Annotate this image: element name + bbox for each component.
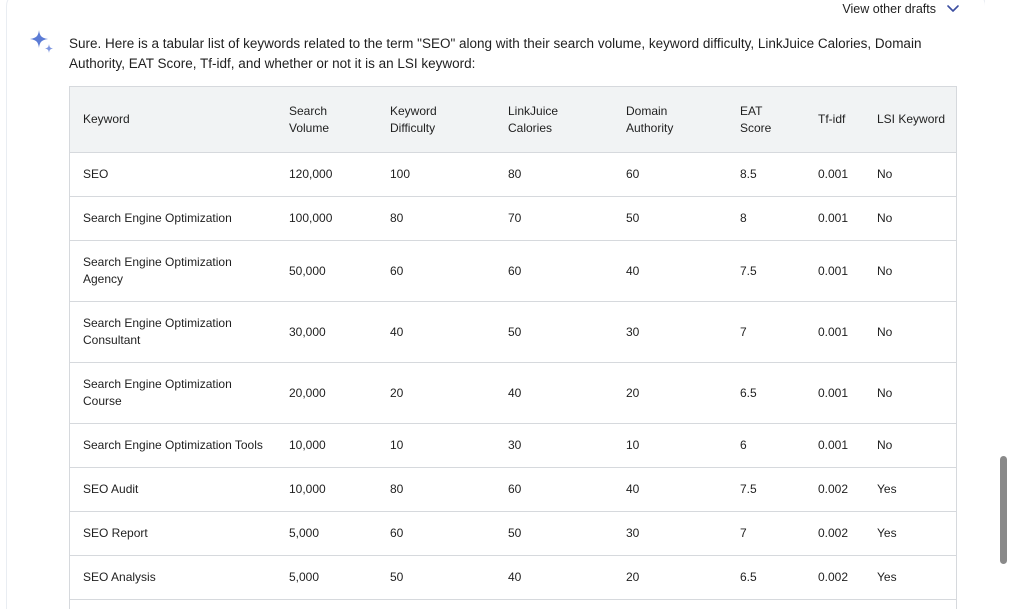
- cell-keyword: Search Engine Optimization Consultant: [70, 302, 276, 363]
- keyword-table: [70, 87, 956, 609]
- view-other-drafts-label: View other drafts: [842, 2, 936, 16]
- header-lsi-keyword: LSI Keyword: [864, 87, 956, 153]
- table-row: [70, 153, 956, 197]
- cell-keyword-difficulty: 10: [377, 424, 495, 468]
- cell-lsi-keyword: No: [864, 363, 956, 424]
- cell-keyword: Search Engine Optimization Course: [70, 363, 276, 424]
- cell-eat-score: 8: [727, 197, 805, 241]
- cell-keyword: SEO: [70, 153, 276, 197]
- table-row: [70, 197, 956, 241]
- cell-eat-score: 7.5: [727, 468, 805, 512]
- cell-lsi-keyword: Yes: [864, 512, 956, 556]
- cell-eat-score: 7: [727, 512, 805, 556]
- cell-tf-idf: 0.002: [805, 512, 864, 556]
- cell-keyword-difficulty: 60: [377, 241, 495, 302]
- table-row: [70, 512, 956, 556]
- cell-linkjuice-calories: 40: [495, 556, 613, 600]
- cell-keyword-difficulty: 100: [377, 153, 495, 197]
- table-row: [70, 424, 956, 468]
- cell-domain-authority: 20: [613, 363, 727, 424]
- header-eat-score: EAT Score: [727, 87, 805, 153]
- cell-keyword-difficulty: 60: [377, 512, 495, 556]
- cell-keyword: Search Engine Optimization Tools: [70, 424, 276, 468]
- cell-keyword-difficulty: 20: [377, 363, 495, 424]
- cell-search-volume: 5,000: [276, 512, 377, 556]
- cell-keyword-difficulty: 40: [377, 302, 495, 363]
- cell-keyword: SEO Report: [70, 512, 276, 556]
- cell-lsi-keyword: No: [864, 241, 956, 302]
- cell-keyword-difficulty: 80: [377, 468, 495, 512]
- cell-tf-idf: 0.001: [805, 153, 864, 197]
- cell-eat-score: 7: [727, 302, 805, 363]
- cell-tf-idf: 0.001: [805, 197, 864, 241]
- cell-linkjuice-calories: 50: [495, 302, 613, 363]
- cell-search-volume: 100,000: [276, 197, 377, 241]
- cell-search-volume: 30,000: [276, 302, 377, 363]
- response-intro-text: Sure. Here is a tabular list of keywords related to the term "SEO" along with their search volume, keyword difficulty, LinkJuice Calories, Domain Authority, EAT Score, Tf-idf, and whether or not it is an LSI keyword:: [69, 36, 922, 71]
- cell-search-volume: 10,000: [276, 424, 377, 468]
- cell-tf-idf: 0.001: [805, 241, 864, 302]
- cell-linkjuice-calories: 30: [495, 424, 613, 468]
- cell-tf-idf: 0.001: [805, 424, 864, 468]
- header-keyword-difficulty: Keyword Difficulty: [377, 87, 495, 153]
- cell-eat-score: 6.5: [727, 363, 805, 424]
- cell-linkjuice-calories: 60: [495, 241, 613, 302]
- cell-domain-authority: 20: [613, 556, 727, 600]
- cell-search-volume: 50,000: [276, 241, 377, 302]
- cell-lsi-keyword: No: [864, 302, 956, 363]
- header-domain-authority: Domain Authority: [613, 87, 727, 153]
- cell-lsi-keyword: No: [864, 424, 956, 468]
- cell-domain-authority: 50: [613, 197, 727, 241]
- cell-keyword-difficulty: 50: [377, 556, 495, 600]
- cell-search-volume: 20,000: [276, 363, 377, 424]
- cell-keyword-difficulty: 80: [377, 197, 495, 241]
- cell-search-volume: 10,000: [276, 468, 377, 512]
- cell-search-volume: 5,000: [276, 556, 377, 600]
- cell-keyword: SEO Analysis: [70, 556, 276, 600]
- cell-domain-authority: 10: [613, 424, 727, 468]
- cell-linkjuice-calories: 50: [495, 512, 613, 556]
- header-linkjuice-calories: LinkJuice Calories: [495, 87, 613, 153]
- cell-domain-authority: 30: [613, 512, 727, 556]
- header-tf-idf: Tf-idf: [805, 87, 864, 153]
- table-row: [70, 468, 956, 512]
- chevron-down-icon: [946, 4, 960, 14]
- cell-domain-authority: 60: [613, 153, 727, 197]
- header-keyword: Keyword: [70, 87, 276, 153]
- cell-tf-idf: 0.001: [805, 302, 864, 363]
- cell-domain-authority: 40: [613, 468, 727, 512]
- table-row: [70, 302, 956, 363]
- cell-eat-score: 6: [727, 424, 805, 468]
- cell-linkjuice-calories: 70: [495, 197, 613, 241]
- header-search-volume: Search Volume: [276, 87, 377, 153]
- cell-tf-idf: 0.002: [805, 556, 864, 600]
- cell-tf-idf: 0.002: [805, 468, 864, 512]
- cell-lsi-keyword: No: [864, 197, 956, 241]
- cell-keyword: Search Engine Optimization Agency: [70, 241, 276, 302]
- cell-linkjuice-calories: 60: [495, 468, 613, 512]
- cell-linkjuice-calories: 40: [495, 363, 613, 424]
- keyword-table-container: [69, 86, 957, 609]
- table-header-row: [70, 87, 956, 153]
- cell-domain-authority: 40: [613, 241, 727, 302]
- cell-linkjuice-calories: 80: [495, 153, 613, 197]
- cell-keyword: SEO Audit: [70, 468, 276, 512]
- cell-lsi-keyword: Yes: [864, 468, 956, 512]
- table-row: [70, 241, 956, 302]
- cell-lsi-keyword: No: [864, 153, 956, 197]
- cell-search-volume: 120,000: [276, 153, 377, 197]
- scrollbar-thumb[interactable]: [1000, 456, 1007, 564]
- cell-eat-score: 8.5: [727, 153, 805, 197]
- gemini-sparkle-icon: [28, 28, 56, 56]
- cell-lsi-keyword: Yes: [864, 556, 956, 600]
- table-row: [70, 363, 956, 424]
- cell-keyword: Search Engine Optimization: [70, 197, 276, 241]
- cell-eat-score: 6.5: [727, 556, 805, 600]
- cell-tf-idf: 0.001: [805, 363, 864, 424]
- view-other-drafts-button[interactable]: [842, 2, 960, 16]
- cell-eat-score: 7.5: [727, 241, 805, 302]
- table-row: [70, 556, 956, 600]
- table-row-cut-off: [70, 600, 956, 609]
- cell-domain-authority: 30: [613, 302, 727, 363]
